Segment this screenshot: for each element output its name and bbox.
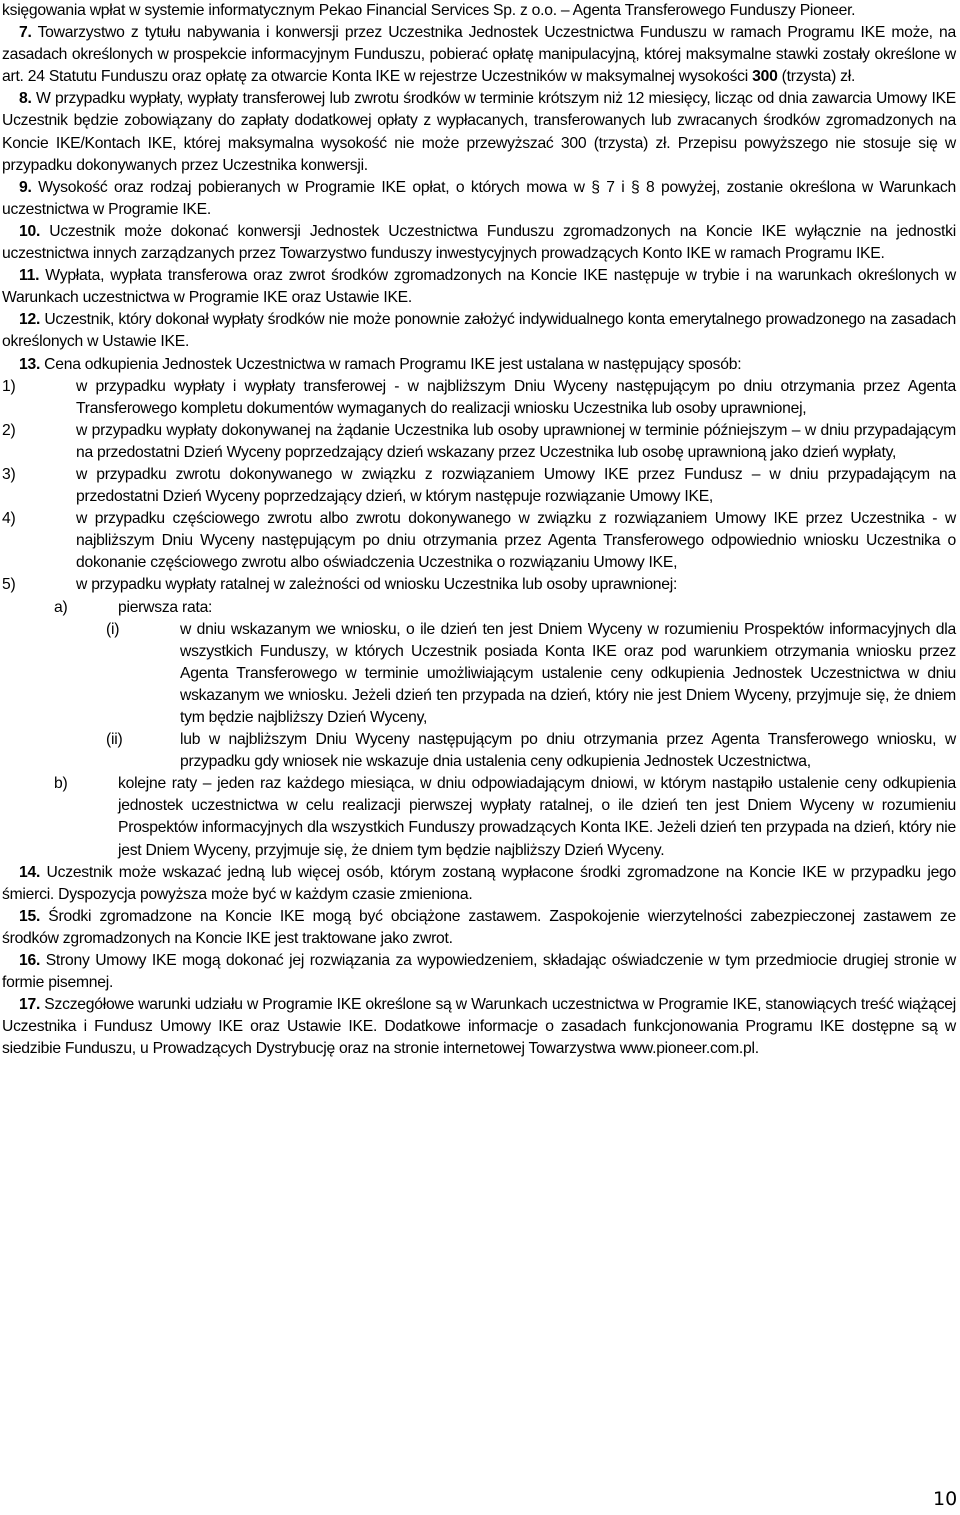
roman-item-i: (i) w dniu wskazanym we wniosku, o ile dzień ten jest Dniem Wyceny w rozumieniu Prospektów informacyjnych dla wszystkich Funduszy, w których Uczestnik posiada Konta IKE oraz pod warunkiem otrzymania wniosku przez Agenta Transferowego w terminie umożliwiającym ustalenie ceny odkupienia Jednostek Uczestnictwa w dniu wskazanym we wniosku. Jeżeli dzień ten przypada na dzień, który nie jest Dniem Wyceny, przyjmuje się, że dniem tym będzie najbliższy Dzień Wyceny, bbox=[106, 620, 956, 726]
paragraph-7: 7. Towarzystwo z tytułu nabywania i konwersji przez Uczestnika Jednostek Uczestnictwa Funduszu w ramach Programu IKE może, na zasadach określonych w prospekcie informacyjnym Funduszu, pobierać opłatę manipulacyjną, której maksymalne stawki zostały określone w art. 24 Statutu Funduszu oraz opłatę za otwarcie Konta IKE w rejestrze Uczestników w maksymalnej wysokości 300 (trzysta) zł. bbox=[2, 24, 956, 86]
paragraph-14: 14. Uczestnik może wskazać jedną lub więcej osób, którym zostaną wypłacone środki zgromadzone na Koncie IKE w przypadku jego śmierci. Dyspozycja powyższa może być w każdym czasie zmieniona. bbox=[2, 863, 956, 903]
list-item-4: 4) w przypadku częściowego zwrotu albo zwrotu dokonywanego w związku z rozwiązaniem Umowy IKE przez Uczestnika - w najbliższym Dniu Wyceny następującym po dniu otrzymania przez Agenta Transferowego odpowiednio wniosku Uczestnika o dokonanie częściowego zwrotu albo oświadczenia Uczestnika o rozwiązaniu Umowy IKE, bbox=[2, 510, 956, 572]
roman-item-ii: (ii) lub w najbliższym Dniu Wyceny następującym po dniu otrzymania przez Agenta Transferowego wniosku, w przypadku gdy wniosek nie wskazuje dnia ustalenia ceny odkupienia Jednostek Uczestnictwa, bbox=[106, 731, 956, 771]
paragraph-9: 9. Wysokość oraz rodzaj pobieranych w Programie IKE opłat, o których mowa w § 7 i § 8 powyżej, zostanie określona w Warunkach uczestnictwa w Programie IKE. bbox=[2, 178, 956, 218]
document-body bbox=[2, 0, 956, 1061]
paragraph-number: 9. bbox=[19, 178, 32, 196]
paragraph-number: 17. bbox=[19, 996, 41, 1014]
paragraph-number: 12. bbox=[19, 311, 41, 329]
paragraph-number: 8. bbox=[19, 90, 32, 108]
paragraph-13: 13. Cena odkupienia Jednostek Uczestnictwa w ramach Programu IKE jest ustalana w następujący sposób: bbox=[19, 355, 742, 373]
paragraph-number: 10. bbox=[19, 222, 41, 240]
list-marker: (ii) bbox=[106, 731, 123, 749]
document-page bbox=[2, 0, 956, 1061]
lead-paragraph: księgowania wpłat w systemie informatycznym Pekao Financial Services Sp. z o.o. – Agenta Transferowego Funduszy Pioneer. bbox=[2, 2, 856, 19]
list-marker: 5) bbox=[2, 576, 16, 594]
paragraph-number: 16. bbox=[19, 952, 41, 970]
paragraph-17: 17. Szczegółowe warunki udziału w Programie IKE określone są w Warunkach uczestnictwa w Programie IKE, stanowiących treść wiążącej Uczestnika i Fundusz Umowy IKE oraz Ustawie IKE. Dodatkowe informacje o zasadach funkcjonowania Programu IKE dostępne są w siedzibie Funduszu, u Prowadzących Dystrybucję oraz na stronie internetowej Towarzystwa www.pioneer.com.pl. bbox=[2, 996, 956, 1058]
list-item-1: 1) w przypadku wypłaty i wypłaty transferowej - w najbliższym Dniu Wyceny następującym po dniu otrzymania przez Agenta Transferowego kompletu dokumentów wymaganych do realizacji wniosku Uczestnika lub osoby uprawnionej, bbox=[2, 377, 956, 417]
list-marker: (i) bbox=[106, 620, 120, 638]
list-marker: 1) bbox=[2, 377, 16, 395]
list-marker: a) bbox=[54, 598, 68, 616]
paragraph-11: 11. Wypłata, wypłata transferowa oraz zwrot środków zgromadzonych na Koncie IKE następuje w trybie i na warunkach określonych w Warunkach uczestnictwa w Programie IKE oraz Ustawie IKE. bbox=[2, 267, 956, 307]
paragraph-16: 16. Strony Umowy IKE mogą dokonać jej rozwiązania za wypowiedzeniem, składając oświadczenie w tym przedmiocie drugiej stronie w formie pisemnej. bbox=[2, 952, 956, 992]
list-item-5: 5) w przypadku wypłaty ratalnej w zależności od wniosku Uczestnika lub osoby uprawnionej: bbox=[2, 574, 956, 596]
list-marker: 2) bbox=[2, 421, 16, 439]
paragraph-15: 15. Środki zgromadzone na Koncie IKE mogą być obciążone zastawem. Zaspokojenie wierzytelności zabezpieczonej zastawem ze środków zgromadzonych na Koncie IKE jest traktowane jako zwrot. bbox=[2, 907, 956, 947]
list-marker: 3) bbox=[2, 465, 16, 483]
sub-item-a: a) pierwsza rata: bbox=[2, 597, 956, 619]
list-item-2: 2) w przypadku wypłaty dokonywanej na żądanie Uczestnika lub osoby uprawnionej w terminie późniejszym – w dniu przypadającym na przedostatni Dzień Wyceny poprzedzający dzień wskazany przez Uczestnika lub osobę uprawnioną jako dzień wypłaty, bbox=[2, 421, 956, 461]
list-item-3: 3) w przypadku zwrotu dokonywanego w związku z rozwiązaniem Umowy IKE przez Fundusz – w dniu przypadającym na przedostatni Dzień Wyceny poprzedzający dzień, w którym następuje rozwiązanie Umowy IKE, bbox=[2, 465, 956, 506]
paragraph-12: 12. Uczestnik, który dokonał wypłaty środków nie może ponownie założyć indywidualnego konta emerytalnego prowadzonego na zasadach określonych w Ustawie IKE. bbox=[2, 311, 956, 351]
sub-item-b: b) kolejne raty – jeden raz każdego miesiąca, w dniu odpowiadającym dniowi, w którym nastąpiło ustalenie ceny odkupienia jednostek uczestnictwa w celu realizacji pierwszej wypłaty ratalnej, o ile dzień ten jest Dniem Wyceny w rozumieniu Prospektów informacyjnych dla wszystkich Funduszy prowadzących Konta IKE. Jeżeli dzień ten przypada na dzień, który nie jest Dniem Wyceny, przyjmuje się, że dniem tym będzie najbliższy Dzień Wyceny. bbox=[54, 775, 956, 859]
page-number: 10 bbox=[933, 1488, 958, 1510]
paragraph-number: 15. bbox=[19, 907, 41, 925]
list-marker: b) bbox=[54, 775, 68, 793]
fee-amount: 300 bbox=[752, 68, 778, 86]
paragraph-number: 11. bbox=[19, 267, 40, 285]
paragraph-8: 8. W przypadku wypłaty, wypłaty transferowej lub zwrotu środków w terminie krótszym niż 12 miesięcy, licząc od dnia zawarcia Umowy IKE Uczestnik będzie zobowiązany do zapłaty dodatkowej opłaty z wypłacanych, transferowanych lub zwracanych środków zgromadzonych na Koncie IKE/Kontach IKE, której maksymalna wysokość nie może przewyższać 300 (trzysta) zł. Przepisu powyższego nie stosuje się w przypadku dokonywanych przez Uczestnika konwersji. bbox=[2, 90, 956, 174]
paragraph-number: 14. bbox=[19, 863, 41, 881]
paragraph-number: 13. bbox=[19, 355, 41, 373]
paragraph-number: 7. bbox=[19, 24, 32, 42]
paragraph-10: 10. Uczestnik może dokonać konwersji Jednostek Uczestnictwa Funduszu zgromadzonych na Koncie IKE wyłącznie na jednostki uczestnictwa innych zarządzanych przez Towarzystwo funduszy inwestycyjnych prowadzących Konto IKE w ramach Programu IKE. bbox=[2, 222, 956, 263]
list-marker: 4) bbox=[2, 510, 16, 528]
